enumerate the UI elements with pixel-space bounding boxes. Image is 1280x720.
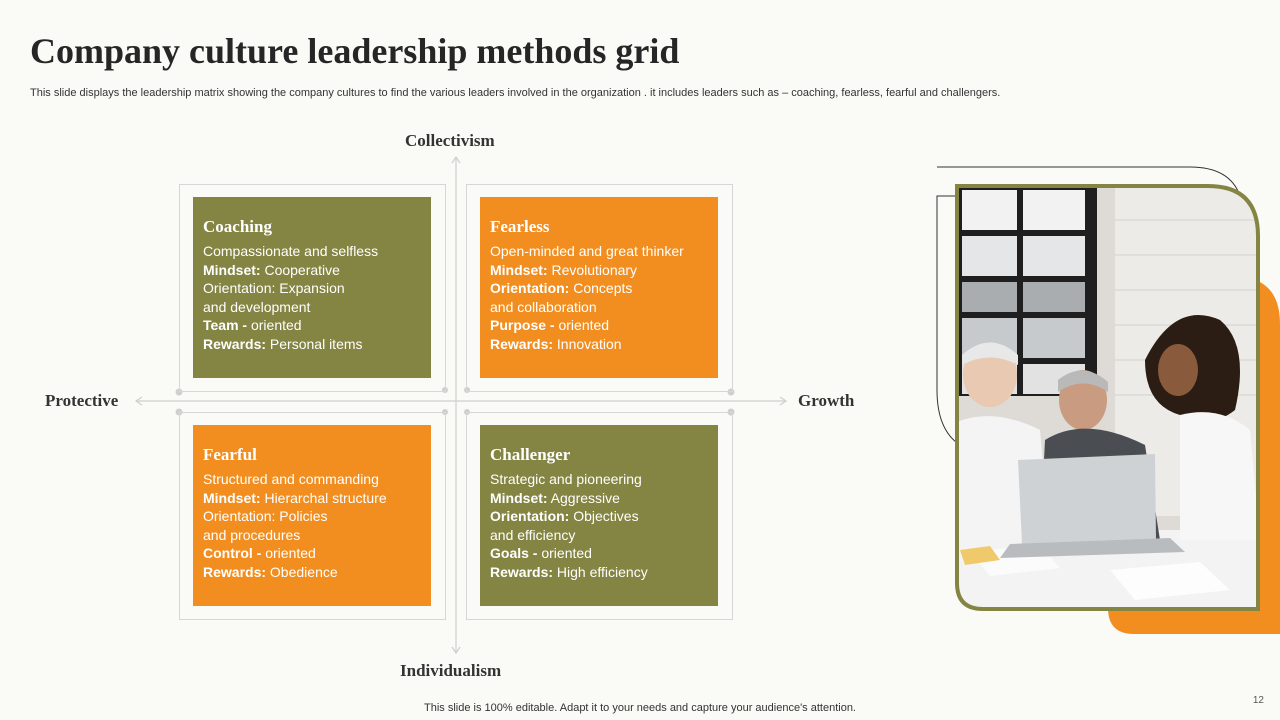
footer-note: This slide is 100% editable. Adapt it to your needs and capture your audience's attention.: [424, 702, 856, 714]
coaching-description: Compassionate and selfless: [203, 243, 379, 259]
coaching-mindset: Mindset: Cooperative: [203, 261, 340, 278]
fearless-purpose: Purpose - oriented: [490, 317, 610, 333]
quadrant-challenger: [480, 425, 718, 606]
fearful-rewards: Rewards: Obedience: [203, 563, 338, 580]
fearful-orientation: Orientation: Policies: [203, 508, 328, 524]
fearless-title: Fearless: [490, 217, 550, 236]
slide-subtitle: This slide displays the leadership matrix showing the company cultures to find the various leaders involved in the organization . it includes leaders such as – coaching, fearless, fearful and challengers.: [30, 87, 1001, 99]
challenger-title: Challenger: [490, 445, 571, 464]
axis-label-bottom: Individualism: [400, 661, 502, 680]
fearless-mindset: Mindset: Revolutionary: [490, 261, 638, 278]
team-photo: [930, 160, 1280, 640]
fearful-orientation-cont: and procedures: [203, 526, 301, 543]
axis-label-top: Collectivism: [405, 131, 495, 150]
challenger-goals: Goals - oriented: [490, 545, 592, 561]
challenger-orientation: Orientation: Objectives: [490, 508, 639, 524]
team-photo-group: [930, 160, 1280, 645]
fearless-orientation: Orientation: Concepts: [490, 280, 633, 296]
fearless-orientation-cont: and collaboration: [490, 298, 597, 315]
page-number: 12: [1252, 695, 1264, 706]
coaching-orientation: Orientation: Expansion: [203, 280, 345, 296]
fearless-rewards: Rewards: Innovation: [490, 335, 622, 352]
challenger-mindset: Mindset: Aggressive: [490, 489, 620, 506]
fearful-mindset: Mindset: Hierarchal structure: [203, 489, 387, 506]
coaching-orientation-cont: and development: [203, 298, 311, 315]
coaching-rewards: Rewards: Personal items: [203, 335, 363, 352]
fearless-description: Open-minded and great thinker: [490, 243, 684, 259]
coaching-team: Team - oriented: [203, 317, 302, 333]
coaching-title: Coaching: [203, 217, 272, 236]
slide-title: Company culture leadership methods grid: [30, 31, 680, 71]
fearful-description: Structured and commanding: [203, 471, 379, 487]
quadrant-fearful: [193, 425, 431, 606]
challenger-rewards: Rewards: High efficiency: [490, 563, 648, 580]
axis-label-right: Growth: [798, 391, 855, 410]
fearful-title: Fearful: [203, 445, 257, 464]
quadrant-coaching: [193, 197, 431, 378]
quadrant-fearless: [480, 197, 718, 378]
challenger-description: Strategic and pioneering: [490, 471, 642, 487]
axis-label-left: Protective: [45, 391, 119, 410]
challenger-orientation-cont: and efficiency: [490, 526, 576, 543]
fearful-control: Control - oriented: [203, 545, 316, 561]
